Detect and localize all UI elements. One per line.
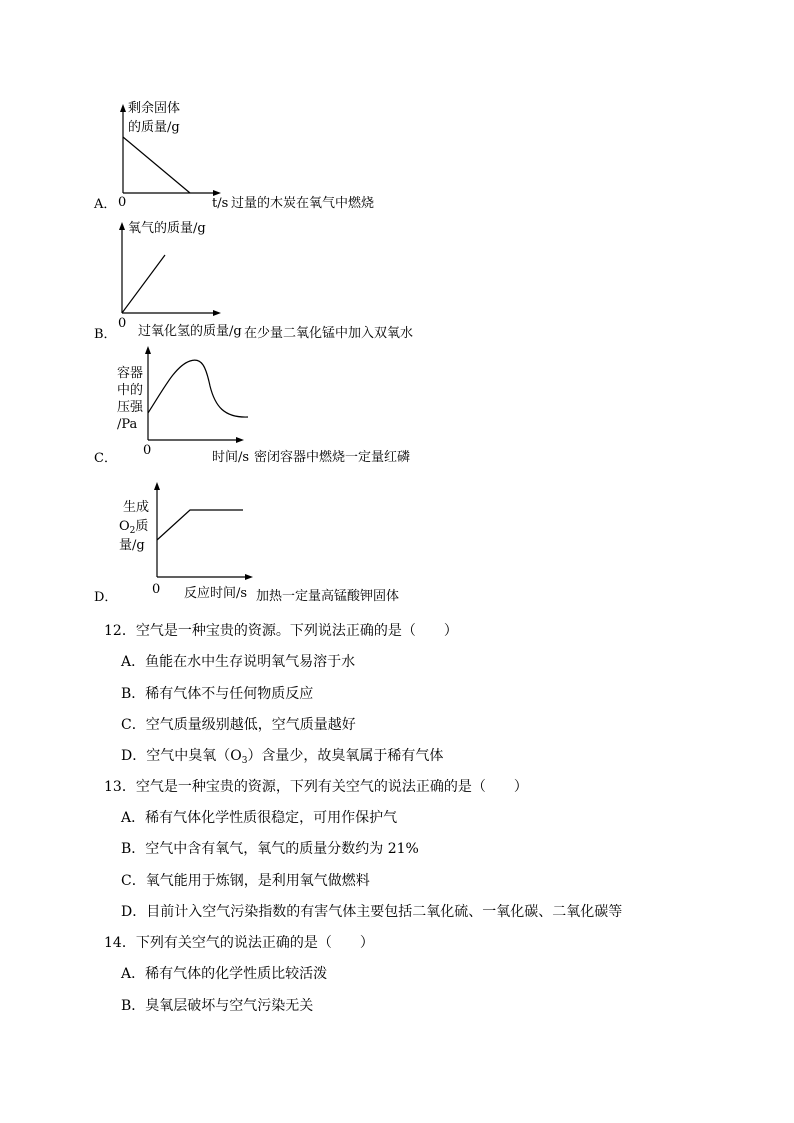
graph-d-xlabel: 反应时间/s xyxy=(184,586,248,601)
graph-d-ylabel-2: $O_2$质 xyxy=(119,519,149,536)
graph-c-ylabel-2: 中的 xyxy=(117,383,144,398)
question-stem: 14．下列有关空气的说法正确的是（ ） xyxy=(104,935,374,951)
graph-b-origin: 0 xyxy=(118,316,127,331)
graph-d-ylabel-1: 生成 xyxy=(123,500,150,515)
option-c: C．空气质量级别越低，空气质量越好 xyxy=(121,717,356,733)
question-stem: 13．空气是一种宝贵的资源，下列有关空气的说法正确的是（ ） xyxy=(104,779,528,795)
graph-b-xlabel: 过氧化氢的质量/g xyxy=(138,324,242,339)
graph-c-ylabel-1: 容器 xyxy=(117,366,144,381)
graph-d-caption: 加热一定量高锰酸钾固体 xyxy=(256,589,400,604)
graph-d-curve xyxy=(157,510,243,540)
graph-b-letter: B． xyxy=(94,327,117,342)
option-b: B．空气中含有氧气，氧气的质量分数约为 21% xyxy=(121,841,419,857)
graph-c-origin: 0 xyxy=(143,443,152,458)
graph-c-ylabel-4: /Pa xyxy=(117,417,138,432)
graph-a-ylabel-1: 剩余固体 xyxy=(128,101,181,116)
option-a: A．稀有气体化学性质很稳定，可用作保护气 xyxy=(121,810,398,826)
option-a: A．鱼能在水中生存说明氧气易溶于水 xyxy=(121,654,356,670)
graph-c-caption: 密闭容器中燃烧一定量红磷 xyxy=(254,450,411,465)
graph-b-ylabel: 氧气的质量/g xyxy=(128,221,206,236)
graph-a-origin: 0 xyxy=(118,195,127,210)
graph-c-xlabel: 时间/s xyxy=(212,450,250,465)
graph-a-xlabel: t/s xyxy=(212,196,229,211)
graph-d-letter: D． xyxy=(94,590,118,605)
option-d: D．空气中臭氧$(O_3)$含量少，故臭氧属于稀有气体 xyxy=(121,748,444,766)
option-b: B．稀有气体不与任何物质反应 xyxy=(121,686,314,702)
graph-c-letter: C． xyxy=(94,451,117,466)
graph-d-origin: 0 xyxy=(152,582,161,597)
option-b: B．臭氧层破坏与空气污染无关 xyxy=(121,998,314,1014)
graph-a-caption: 过量的木炭在氧气中燃烧 xyxy=(231,196,375,211)
graph-b-caption: 在少量二氧化锰中加入双氧水 xyxy=(244,326,414,341)
option-c: C．氧气能用于炼钢，是利用氧气做燃料 xyxy=(121,873,370,889)
graph-c-ylabel-3: 压强 xyxy=(117,400,144,415)
graph-a-ylabel-2: 的质量/g xyxy=(128,120,180,135)
graph-a-letter: A． xyxy=(94,197,117,212)
question-stem: 12．空气是一种宝贵的资源。下列说法正确的是（ ） xyxy=(104,623,458,639)
option-a: A．稀有气体的化学性质比较活泼 xyxy=(121,966,328,982)
graph-d-ylabel-3: 量/g xyxy=(119,538,145,553)
option-d: D．目前计入空气污染指数的有害气体主要包括二氧化硫、一氧化碳、二氧化碳等 xyxy=(121,904,623,920)
